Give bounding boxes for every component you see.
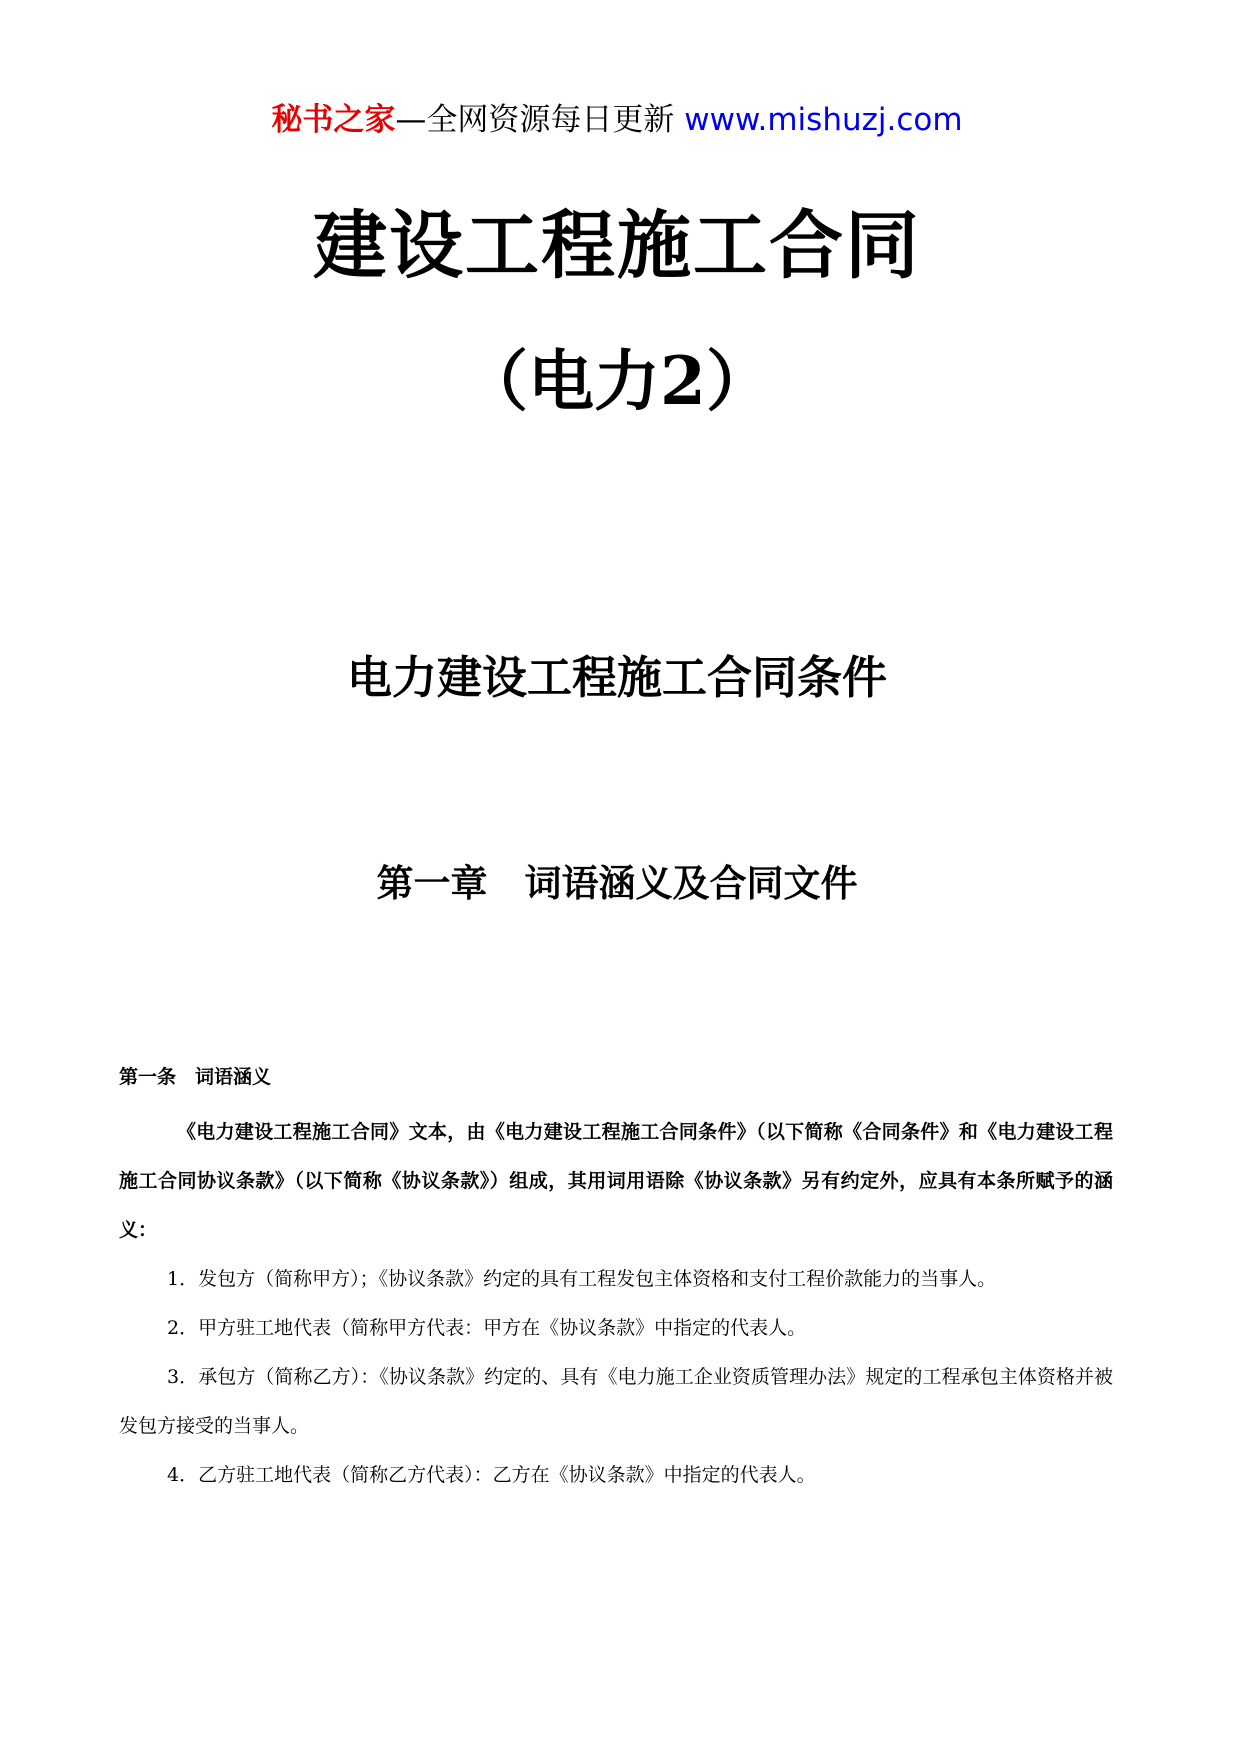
document-title: 建设工程施工合同: [313, 203, 921, 289]
list-item: 1．发包方（简称甲方）；《协议条款》约定的具有工程发包主体资格和支付工程价款能力的当事人。: [167, 1268, 997, 1290]
article-body: [119, 1108, 1113, 1500]
site-header: [0, 100, 1234, 140]
intro-paragraph: 《电力建设工程施工合同》文本，由《电力建设工程施工合同条件》（以下简称《合同条件》和《电力建设工程施工合同协议条款》（以下简称《协议条款》）组成，其用词用语除《协议条款》另有约定外，应具有本条所赋予的涵义：: [119, 1121, 1113, 1241]
document-title-sub: （电力2）: [462, 342, 772, 420]
header-url-link[interactable]: www.mishuzj.com: [684, 102, 963, 138]
article-heading: 第一条 词语涵义: [119, 1066, 272, 1088]
header-tagline: —全网资源每日更新: [395, 102, 685, 138]
document-subtitle: 电力建设工程施工合同条件: [346, 651, 887, 704]
list-item: 4．乙方驻工地代表（简称乙方代表）：乙方在《协议条款》中指定的代表人。: [167, 1464, 816, 1486]
chapter-heading: 第一章 词语涵义及合同文件: [376, 861, 858, 905]
header-brand: 秘书之家: [271, 102, 396, 138]
list-item: 3．承包方（简称乙方）：《协议条款》约定的、具有《电力施工企业资质管理办法》规定的工程承包主体资格并被发包方接受的当事人。: [119, 1366, 1113, 1437]
list-item: 2．甲方驻工地代表（简称甲方代表：甲方在《协议条款》中指定的代表人。: [167, 1317, 807, 1339]
